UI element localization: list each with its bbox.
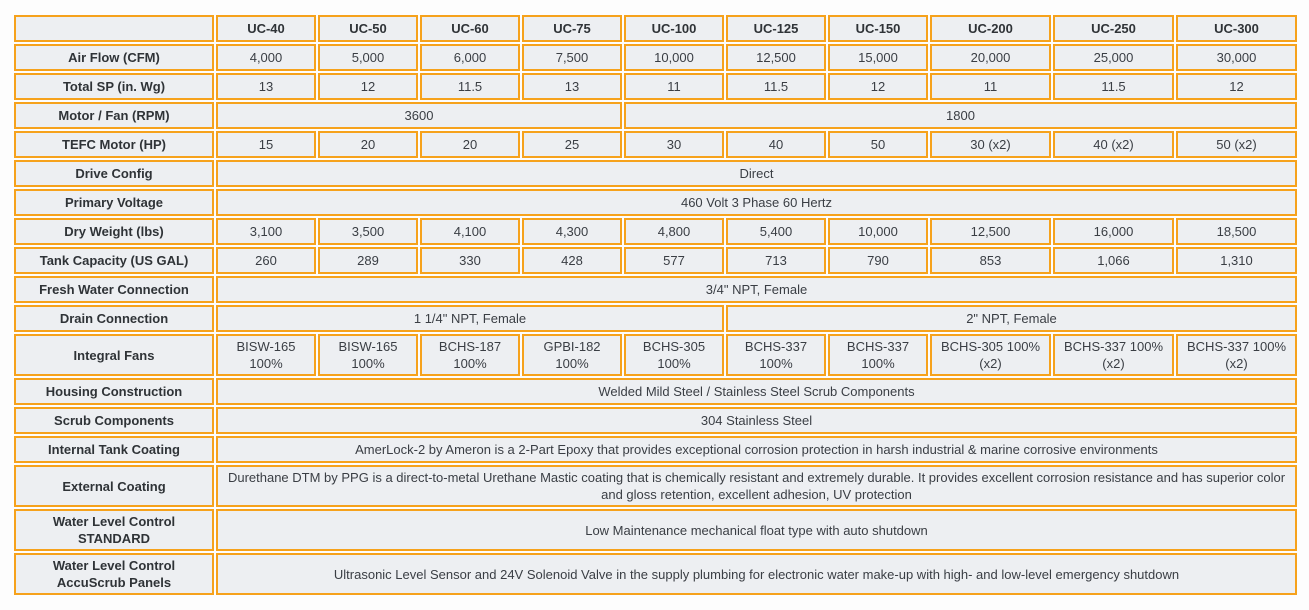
table-cell: 460 Volt 3 Phase 60 Hertz [216, 189, 1297, 216]
table-cell: BCHS-337 100% [828, 334, 928, 376]
table-row [14, 73, 1297, 100]
table-cell: 330 [420, 247, 520, 274]
table-cell: 25 [522, 131, 622, 158]
table-row [14, 378, 1297, 405]
row-label: TEFC Motor (HP) [14, 131, 214, 158]
table-cell: 5,400 [726, 218, 826, 245]
table-cell: 13 [522, 73, 622, 100]
row-label: Total SP (in. Wg) [14, 73, 214, 100]
table-cell: 790 [828, 247, 928, 274]
table-cell: BCHS-305 100% (x2) [930, 334, 1051, 376]
row-label: Tank Capacity (US GAL) [14, 247, 214, 274]
table-cell: 30,000 [1176, 44, 1297, 71]
table-cell: 10,000 [828, 218, 928, 245]
table-cell: Welded Mild Steel / Stainless Steel Scrub Components [216, 378, 1297, 405]
table-cell: BCHS-305 100% [624, 334, 724, 376]
column-header: UC-300 [1176, 15, 1297, 42]
table-cell: 11.5 [420, 73, 520, 100]
table-cell: 20,000 [930, 44, 1051, 71]
row-label: Water Level Control AccuScrub Panels [14, 553, 214, 595]
table-cell: 12,500 [726, 44, 826, 71]
table-cell: 6,000 [420, 44, 520, 71]
table-row [14, 305, 1297, 332]
table-cell: 260 [216, 247, 316, 274]
row-label: Air Flow (CFM) [14, 44, 214, 71]
table-cell: 2" NPT, Female [726, 305, 1297, 332]
table-cell: BCHS-187 100% [420, 334, 520, 376]
table-cell: Low Maintenance mechanical float type with auto shutdown [216, 509, 1297, 551]
table-cell: 577 [624, 247, 724, 274]
table-cell: 428 [522, 247, 622, 274]
table-cell: 40 (x2) [1053, 131, 1174, 158]
row-label: Drive Config [14, 160, 214, 187]
table-cell: 1800 [624, 102, 1297, 129]
table-cell: 3600 [216, 102, 622, 129]
table-cell: 4,800 [624, 218, 724, 245]
table-cell: 1,310 [1176, 247, 1297, 274]
row-label: Integral Fans [14, 334, 214, 376]
column-header: UC-125 [726, 15, 826, 42]
table-cell: 30 [624, 131, 724, 158]
row-label: Water Level Control STANDARD [14, 509, 214, 551]
table-cell: Direct [216, 160, 1297, 187]
table-cell: 853 [930, 247, 1051, 274]
table-row [14, 102, 1297, 129]
column-header: UC-100 [624, 15, 724, 42]
table-cell: 20 [420, 131, 520, 158]
spec-table [12, 13, 1299, 597]
table-cell: 289 [318, 247, 418, 274]
table-cell: 15 [216, 131, 316, 158]
table-cell: 30 (x2) [930, 131, 1051, 158]
corner-cell [14, 15, 214, 42]
table-cell: 7,500 [522, 44, 622, 71]
row-label: Dry Weight (lbs) [14, 218, 214, 245]
table-cell: 4,100 [420, 218, 520, 245]
table-row [14, 131, 1297, 158]
table-cell: BISW-165 100% [318, 334, 418, 376]
table-row [14, 276, 1297, 303]
table-cell: BISW-165 100% [216, 334, 316, 376]
table-cell: 50 (x2) [1176, 131, 1297, 158]
table-cell: 20 [318, 131, 418, 158]
table-row [14, 44, 1297, 71]
row-label: Fresh Water Connection [14, 276, 214, 303]
table-cell: 15,000 [828, 44, 928, 71]
table-cell: 1,066 [1053, 247, 1174, 274]
table-cell: 11.5 [1053, 73, 1174, 100]
column-header: UC-150 [828, 15, 928, 42]
table-cell: 4,000 [216, 44, 316, 71]
table-cell: BCHS-337 100% (x2) [1053, 334, 1174, 376]
spec-table-body [14, 44, 1297, 595]
column-header: UC-40 [216, 15, 316, 42]
row-label: Motor / Fan (RPM) [14, 102, 214, 129]
table-row [14, 218, 1297, 245]
table-row [14, 160, 1297, 187]
column-header: UC-50 [318, 15, 418, 42]
table-cell: 12,500 [930, 218, 1051, 245]
column-header: UC-60 [420, 15, 520, 42]
table-cell: 713 [726, 247, 826, 274]
table-cell: 11 [624, 73, 724, 100]
table-cell: 16,000 [1053, 218, 1174, 245]
table-cell: 12 [1176, 73, 1297, 100]
column-header: UC-250 [1053, 15, 1174, 42]
table-cell: AmerLock-2 by Ameron is a 2-Part Epoxy that provides exceptional corrosion protection in harsh industrial & marine corrosive environments [216, 436, 1297, 463]
row-label: Primary Voltage [14, 189, 214, 216]
column-header: UC-75 [522, 15, 622, 42]
column-header: UC-200 [930, 15, 1051, 42]
table-cell: 4,300 [522, 218, 622, 245]
table-cell: 18,500 [1176, 218, 1297, 245]
table-row [14, 247, 1297, 274]
table-cell: 12 [828, 73, 928, 100]
table-row [14, 465, 1297, 507]
table-cell: 304 Stainless Steel [216, 407, 1297, 434]
table-cell: 11 [930, 73, 1051, 100]
row-label: Scrub Components [14, 407, 214, 434]
table-row [14, 509, 1297, 551]
table-cell: GPBI-182 100% [522, 334, 622, 376]
table-cell: 11.5 [726, 73, 826, 100]
table-cell: BCHS-337 100% [726, 334, 826, 376]
table-row [14, 436, 1297, 463]
table-cell: 3/4" NPT, Female [216, 276, 1297, 303]
table-cell: 40 [726, 131, 826, 158]
row-label: Drain Connection [14, 305, 214, 332]
table-cell: 12 [318, 73, 418, 100]
header-row [14, 15, 1297, 42]
table-row [14, 553, 1297, 595]
table-cell: 3,100 [216, 218, 316, 245]
table-row [14, 334, 1297, 376]
table-cell: 50 [828, 131, 928, 158]
table-cell: 13 [216, 73, 316, 100]
table-cell: 3,500 [318, 218, 418, 245]
table-row [14, 407, 1297, 434]
row-label: Housing Construction [14, 378, 214, 405]
row-label: External Coating [14, 465, 214, 507]
row-label: Internal Tank Coating [14, 436, 214, 463]
table-cell: Durethane DTM by PPG is a direct-to-metal Urethane Mastic coating that is chemically resistant and extremely durable. It provides excellent corrosion resistance and has superior color and gloss retention, excellent adhesion, UV protection [216, 465, 1297, 507]
table-cell: 1 1/4" NPT, Female [216, 305, 724, 332]
table-cell: 10,000 [624, 44, 724, 71]
table-cell: 5,000 [318, 44, 418, 71]
table-cell: Ultrasonic Level Sensor and 24V Solenoid Valve in the supply plumbing for electronic water make-up with high- and low-level emergency shutdown [216, 553, 1297, 595]
table-cell: BCHS-337 100% (x2) [1176, 334, 1297, 376]
table-row [14, 189, 1297, 216]
table-cell: 25,000 [1053, 44, 1174, 71]
